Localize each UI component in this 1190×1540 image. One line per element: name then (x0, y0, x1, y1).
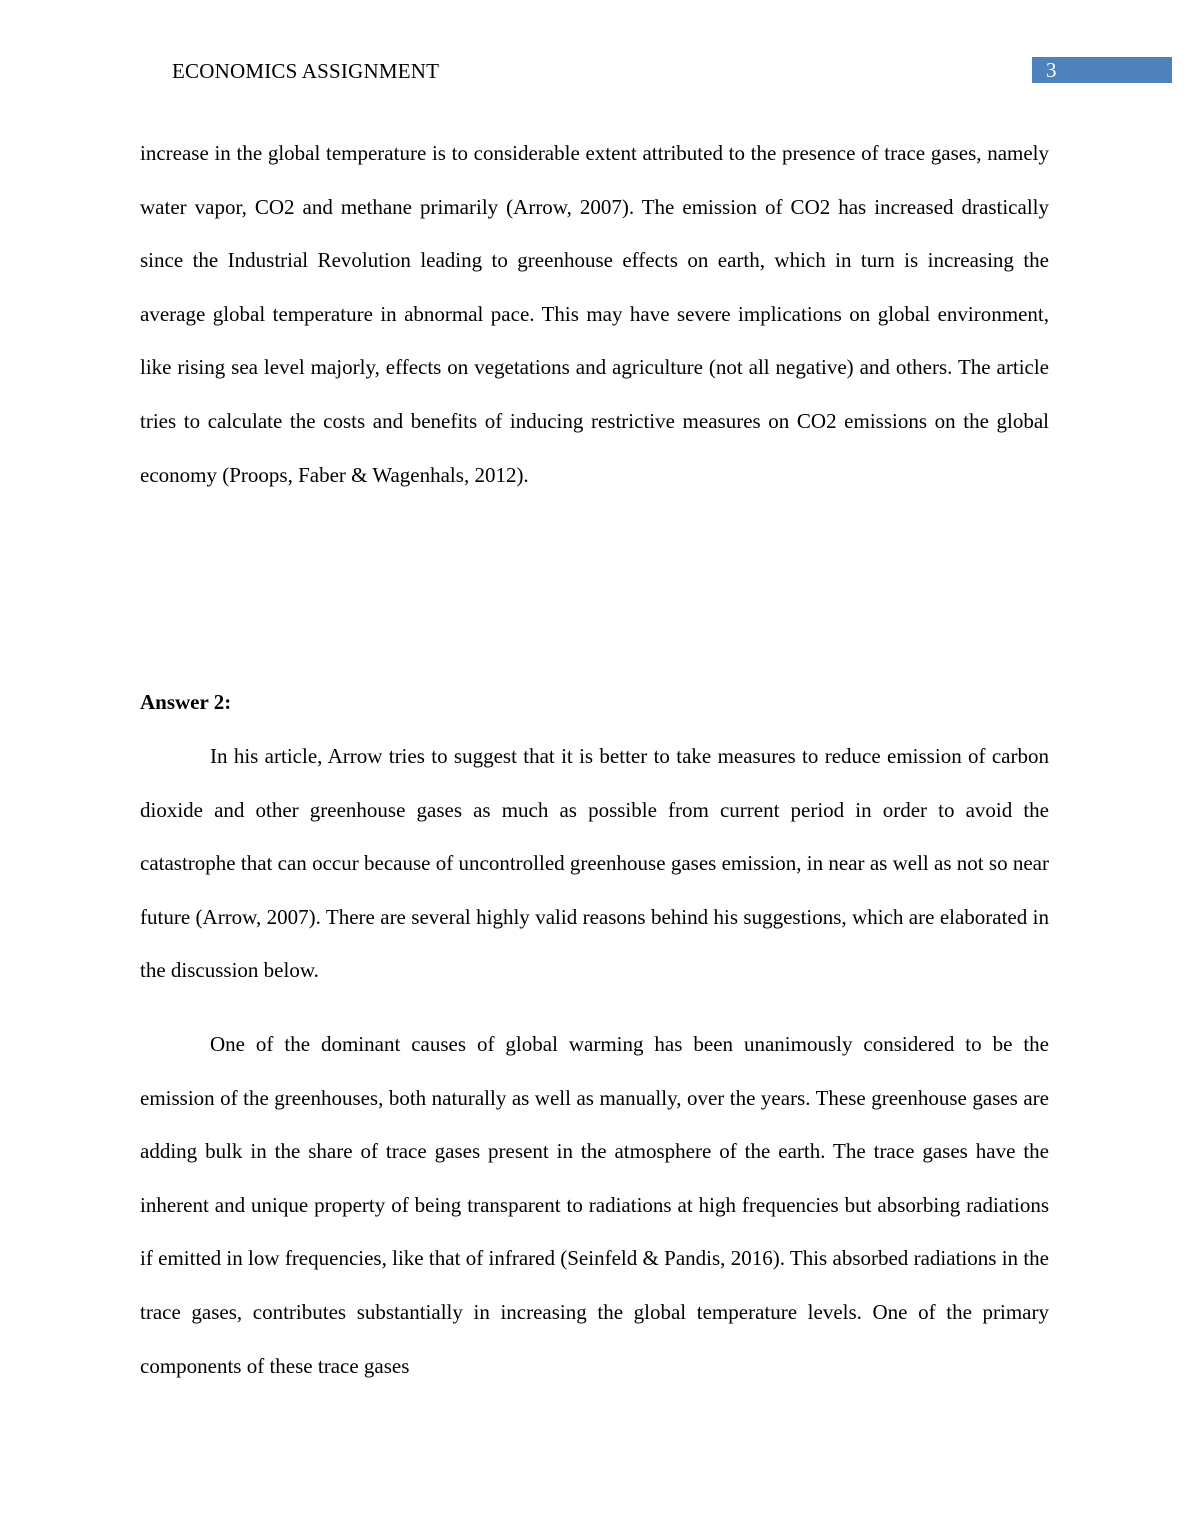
section-heading-answer-2: Answer 2: (140, 690, 232, 714)
page-number: 3 (1046, 58, 1057, 82)
body-paragraph-1: increase in the global temperature is to considerable extent attributed to the presence of trace gases, namely water vapor, CO2 and methane primarily (Arrow, 2007). The emission of CO2 has increased drastically since the Industrial Revolution leading to greenhouse effects on earth, which in turn is increasing the average global temperature in abnormal pace. This may have severe implications on global environment, like rising sea level majorly, effects on vegetations and agriculture (not all negative) and others. The article tries to calculate the costs and benefits of inducing restrictive measures on CO2 emissions on the global economy (Proops, Faber & Wagenhals, 2012). (140, 141, 1049, 487)
running-header-title: ECONOMICS ASSIGNMENT (172, 59, 440, 83)
body-paragraph-2: In his article, Arrow tries to suggest that it is better to take measures to reduce emission of carbon dioxide and other greenhouse gases as much as possible from current period in order to avoid the catastrophe that can occur because of uncontrolled greenhouse gases emission, in near as well as not so near future (Arrow, 2007). There are several highly valid reasons behind his suggestions, which are elaborated in the discussion below. (140, 744, 1049, 983)
page-number-badge (1032, 57, 1172, 83)
body-paragraph-3: One of the dominant causes of global warming has been unanimously considered to be the emission of the greenhouses, both naturally as well as manually, over the years. These greenhouse gases are adding bulk in the share of trace gases present in the atmosphere of the earth. The trace gases have the inherent and unique property of being transparent to radiations at high frequencies but absorbing radiations if emitted in low frequencies, like that of infrared (Seinfeld & Pandis, 2016). This absorbed radiations in the trace gases, contributes substantially in increasing the global temperature levels. One of the primary components of these trace gases (140, 1032, 1049, 1378)
